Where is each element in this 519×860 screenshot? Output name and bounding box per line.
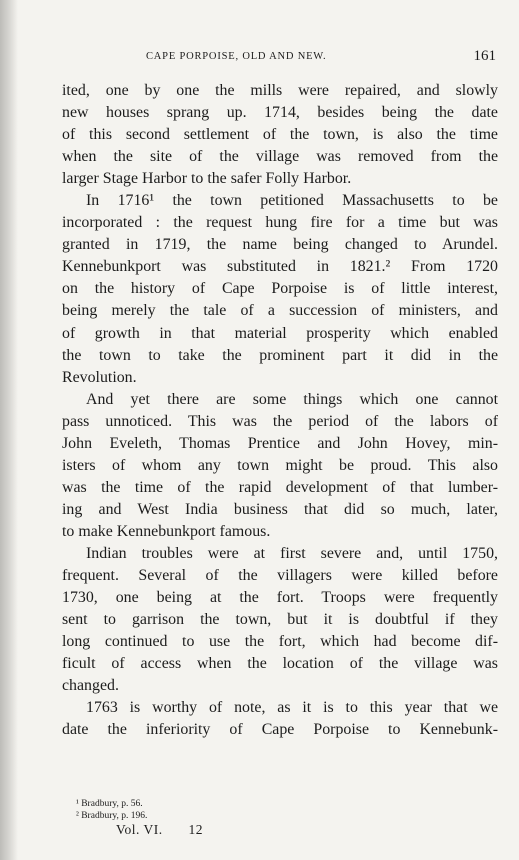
text-line: larger Stage Harbor to the safer Folly Harbor. — [62, 170, 352, 188]
text-line: of growth in that material prosperity which enabled — [62, 324, 498, 342]
text-line: date the inferiority of Cape Porpoise to Kennebunk- — [62, 721, 498, 739]
text-line: long continued to use the fort, which had become dif- — [62, 633, 498, 651]
text-line: of this second settlement of the town, is also the time — [62, 126, 498, 144]
text-line: granted in 1719, the name being changed to Arundel. — [62, 236, 498, 254]
page-header — [60, 48, 496, 68]
footnote-2: ² Bradbury, p. 196. — [76, 811, 148, 821]
text-line: Kennebunkport was substituted in 1821.² From 1720 — [62, 258, 498, 276]
text-line: pass unnoticed. This was the period of the labors of — [62, 412, 498, 430]
footnote-1: ¹ Bradbury, p. 56. — [76, 799, 143, 809]
text-line: ficult of access when the location of the village was — [62, 655, 498, 673]
text-line: sent to garrison the town, but it is doubtful if they — [62, 611, 498, 629]
text-line: In 1716¹ the town petitioned Massachusetts to be — [86, 192, 498, 210]
text-line: ited, one by one the mills were repaired, and slowly — [62, 82, 498, 99]
text-line: when the site of the village was removed from the — [62, 148, 498, 166]
text-line: And yet there are some things which one cannot — [86, 390, 498, 408]
text-line: Indian troubles were at first severe and, until 1750, — [86, 544, 498, 562]
running-head: CAPE PORPOISE, OLD AND NEW. — [146, 51, 327, 62]
text-line: the town to take the prominent part it did in the — [62, 346, 498, 364]
text-line: frequent. Several of the villagers were killed before — [62, 567, 498, 585]
text-line: ing and West India business that did so much, later, — [62, 500, 498, 518]
text-line: being merely the tale of a succession of ministers, and — [62, 302, 498, 320]
volume-label: Vol. VI. — [116, 822, 163, 837]
text-line: changed. — [62, 677, 119, 695]
signature-mark — [116, 822, 203, 838]
text-line: Revolution. — [62, 368, 137, 386]
text-line: incorporated : the request hung fire for a time but was — [62, 214, 498, 232]
page-gutter-shadow — [0, 0, 18, 860]
text-line: to make Kennebunkport famous. — [62, 522, 271, 540]
text-line: was the time of the rapid development of that lumber- — [62, 478, 498, 496]
text-line: 1763 is worthy of note, as it is to this year that we — [86, 699, 498, 717]
body-text — [62, 80, 498, 741]
signature-number: 12 — [188, 822, 204, 837]
footnotes — [76, 798, 147, 822]
text-line: new houses sprang up. 1714, besides being the date — [62, 104, 498, 122]
text-line: on the history of Cape Porpoise is of little interest, — [62, 280, 498, 298]
text-line: 1730, one being at the fort. Troops were frequently — [62, 589, 498, 607]
page-number: 161 — [473, 48, 496, 64]
text-line: isters of whom any town might be proud. This also — [62, 456, 498, 474]
text-line: John Eveleth, Thomas Prentice and John Hovey, min- — [62, 434, 498, 452]
